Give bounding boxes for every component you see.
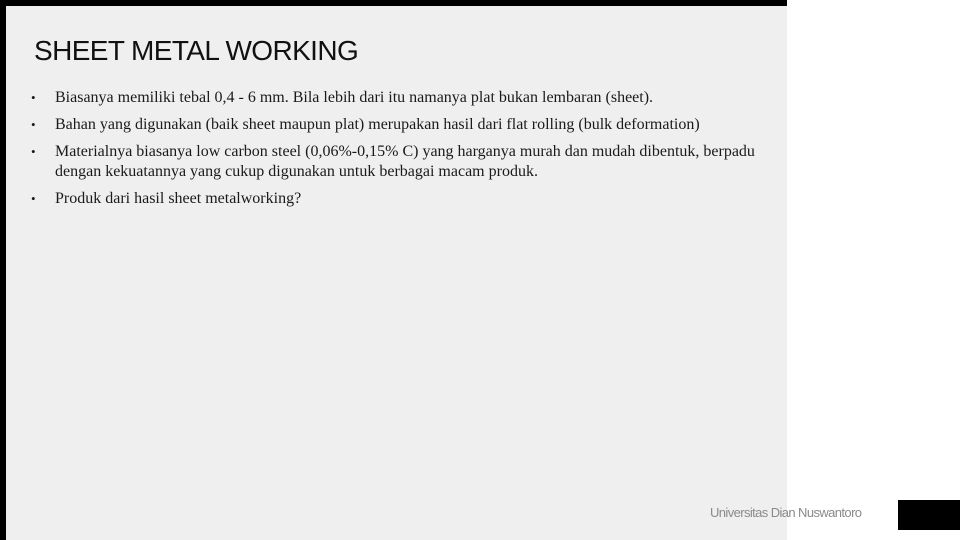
bullet-text: Bahan yang digunakan (baik sheet maupun plat) merupakan hasil dari flat rolling (bulk deformation) xyxy=(55,116,700,133)
bullet-item xyxy=(30,115,760,135)
bullet-text: Materialnya biasanya low carbon steel (0,06%-0,15% C) yang harganya murah dan mudah dibentuk, berpadu dengan kekuatannya yang cukup digunakan untuk berbagai macam produk. xyxy=(55,143,755,180)
slide-content xyxy=(6,6,787,540)
bullet-icon: • xyxy=(31,90,36,105)
bullet-item xyxy=(30,88,760,108)
slide-title: SHEET METAL WORKING xyxy=(34,35,359,66)
bullet-item xyxy=(30,142,760,182)
page-number-box xyxy=(898,500,960,530)
bullet-icon: • xyxy=(31,191,36,206)
footer-institution: Universitas Dian Nuswantoro xyxy=(710,505,862,520)
bullet-list xyxy=(30,88,760,216)
bullet-item xyxy=(30,189,760,209)
bullet-text: Produk dari hasil sheet metalworking? xyxy=(55,190,302,207)
bullet-icon: • xyxy=(31,144,36,159)
bullet-icon: • xyxy=(31,117,36,132)
bullet-text: Biasanya memiliki tebal 0,4 - 6 mm. Bila lebih dari itu namanya plat bukan lembaran (sheet). xyxy=(55,89,654,106)
